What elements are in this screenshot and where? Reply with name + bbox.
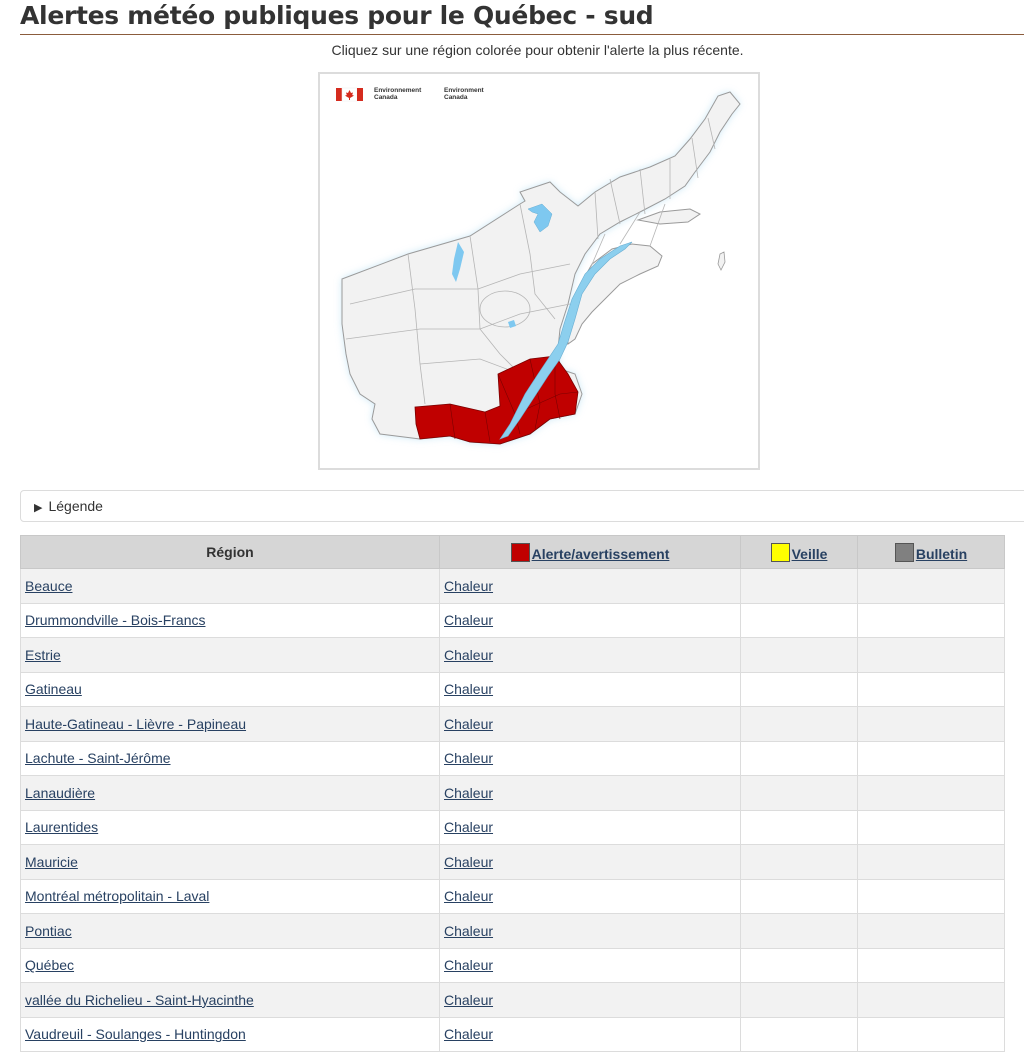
logo-text-en-2: Canada [444, 94, 468, 101]
alert-cell [440, 672, 741, 707]
bulletin-cell [858, 810, 1005, 845]
header-watch[interactable] [741, 536, 858, 569]
table-row [21, 603, 1005, 638]
region-cell [21, 983, 440, 1018]
table-header-row [21, 536, 1005, 569]
watch-cell [741, 1017, 858, 1052]
alert-cell [440, 603, 741, 638]
table-row [21, 845, 1005, 880]
title-divider [20, 34, 1024, 35]
table-row [21, 914, 1005, 949]
table-row [21, 672, 1005, 707]
region-cell [21, 603, 440, 638]
region-link[interactable]: Vaudreuil - Soulanges - Huntingdon [25, 1026, 246, 1043]
region-cell [21, 810, 440, 845]
alert-link[interactable]: Chaleur [444, 612, 494, 629]
alert-cell [440, 707, 741, 742]
watch-cell [741, 810, 858, 845]
alert-cell [440, 741, 741, 776]
header-watch-link[interactable]: Veille [791, 545, 828, 562]
alert-cell [440, 776, 741, 811]
region-link[interactable]: Haute-Gatineau - Lièvre - Papineau [25, 715, 247, 732]
quebec-south-map [320, 74, 758, 468]
watch-cell [741, 707, 858, 742]
table-row [21, 776, 1005, 811]
region-cell [21, 879, 440, 914]
bulletin-cell [858, 603, 1005, 638]
anticosti-island [638, 209, 700, 224]
bulletin-cell [858, 845, 1005, 880]
bulletin-cell [858, 707, 1005, 742]
alert-cell [440, 914, 741, 949]
region-link[interactable]: Lachute - Saint-Jérôme [25, 750, 171, 767]
bulletin-cell [858, 672, 1005, 707]
region-cell [21, 707, 440, 742]
table-row [21, 1017, 1005, 1052]
bulletin-cell [858, 914, 1005, 949]
region-link[interactable]: Montréal métropolitain - Laval [25, 888, 210, 905]
bulletin-cell [858, 741, 1005, 776]
alert-link[interactable]: Chaleur [444, 922, 494, 939]
bulletin-cell [858, 948, 1005, 983]
watch-cell [741, 948, 858, 983]
watch-cell [741, 741, 858, 776]
alert-link[interactable]: Chaleur [444, 646, 494, 663]
alert-cell [440, 948, 741, 983]
alert-link[interactable]: Chaleur [444, 1026, 494, 1043]
alert-link[interactable]: Chaleur [444, 819, 494, 836]
region-link[interactable]: Mauricie [25, 853, 78, 870]
region-link[interactable]: Laurentides [25, 819, 99, 836]
region-link[interactable]: Québec [25, 957, 75, 974]
alerts-table [20, 535, 1005, 1052]
region-link[interactable]: Pontiac [25, 922, 72, 939]
watch-color-swatch [771, 543, 790, 562]
bulletin-color-swatch [895, 543, 914, 562]
logo-text-fr-2: Canada [374, 94, 398, 101]
alert-map [318, 72, 760, 470]
alert-cell [440, 983, 741, 1018]
table-row [21, 983, 1005, 1018]
canada-flag-icon [336, 88, 363, 101]
alert-cell [440, 879, 741, 914]
header-region: Région [21, 536, 440, 569]
table-row [21, 741, 1005, 776]
expand-arrow-icon: ▶ [34, 502, 43, 514]
bulletin-cell [858, 1017, 1005, 1052]
region-cell [21, 914, 440, 949]
alert-link[interactable]: Chaleur [444, 957, 494, 974]
alert-cell [440, 1017, 741, 1052]
logo-text-fr-1: Environnement [374, 87, 422, 94]
alert-cell [440, 638, 741, 673]
watch-cell [741, 569, 858, 604]
bulletin-cell [858, 569, 1005, 604]
alert-cell [440, 810, 741, 845]
alert-cell [440, 569, 741, 604]
region-cell [21, 569, 440, 604]
alert-link[interactable]: Chaleur [444, 715, 494, 732]
region-link[interactable]: Estrie [25, 646, 61, 663]
watch-cell [741, 638, 858, 673]
bulletin-cell [858, 879, 1005, 914]
table-row [21, 707, 1005, 742]
region-cell [21, 948, 440, 983]
watch-cell [741, 983, 858, 1018]
region-link[interactable]: Gatineau [25, 681, 82, 698]
header-alert-link[interactable]: Alerte/avertissement [531, 545, 670, 562]
watch-cell [741, 914, 858, 949]
bulletin-cell [858, 638, 1005, 673]
table-row [21, 810, 1005, 845]
watch-cell [741, 845, 858, 880]
watch-cell [741, 603, 858, 638]
header-bulletin-link[interactable]: Bulletin [915, 545, 968, 562]
alert-link[interactable]: Chaleur [444, 577, 494, 594]
table-row [21, 638, 1005, 673]
region-cell [21, 672, 440, 707]
watch-cell [741, 879, 858, 914]
region-cell [21, 1017, 440, 1052]
alert-link[interactable]: Chaleur [444, 853, 494, 870]
region-link[interactable]: Lanaudière [25, 784, 96, 801]
alert-link[interactable]: Chaleur [444, 991, 494, 1008]
bulletin-cell [858, 983, 1005, 1018]
watch-cell [741, 672, 858, 707]
region-link[interactable]: Beauce [25, 577, 73, 594]
region-cell [21, 741, 440, 776]
bulletin-cell [858, 776, 1005, 811]
table-row [21, 569, 1005, 604]
table-row [21, 879, 1005, 914]
header-bulletin[interactable] [858, 536, 1005, 569]
legend-toggle[interactable] [20, 490, 1024, 522]
alert-link[interactable]: Chaleur [444, 784, 494, 801]
alert-link[interactable]: Chaleur [444, 888, 494, 905]
alert-link[interactable]: Chaleur [444, 750, 494, 767]
header-alert[interactable] [440, 536, 741, 569]
region-cell [21, 638, 440, 673]
alert-link[interactable]: Chaleur [444, 681, 494, 698]
region-link[interactable]: vallée du Richelieu - Saint-Hyacinthe [25, 991, 254, 1008]
alert-color-swatch [511, 543, 530, 562]
alert-cell [440, 845, 741, 880]
page-title: Alertes météo publiques pour le Québec - sud [20, 1, 654, 30]
table-row [21, 948, 1005, 983]
region-link[interactable]: Drummondville - Bois-Francs [25, 612, 206, 629]
legend-label: Légende [48, 498, 103, 514]
watch-cell [741, 776, 858, 811]
logo-text-en-1: Environment [444, 87, 484, 94]
region-cell [21, 776, 440, 811]
region-cell [21, 845, 440, 880]
map-instruction: Cliquez sur une région colorée pour obtenir l'alerte la plus récente. [331, 42, 744, 58]
